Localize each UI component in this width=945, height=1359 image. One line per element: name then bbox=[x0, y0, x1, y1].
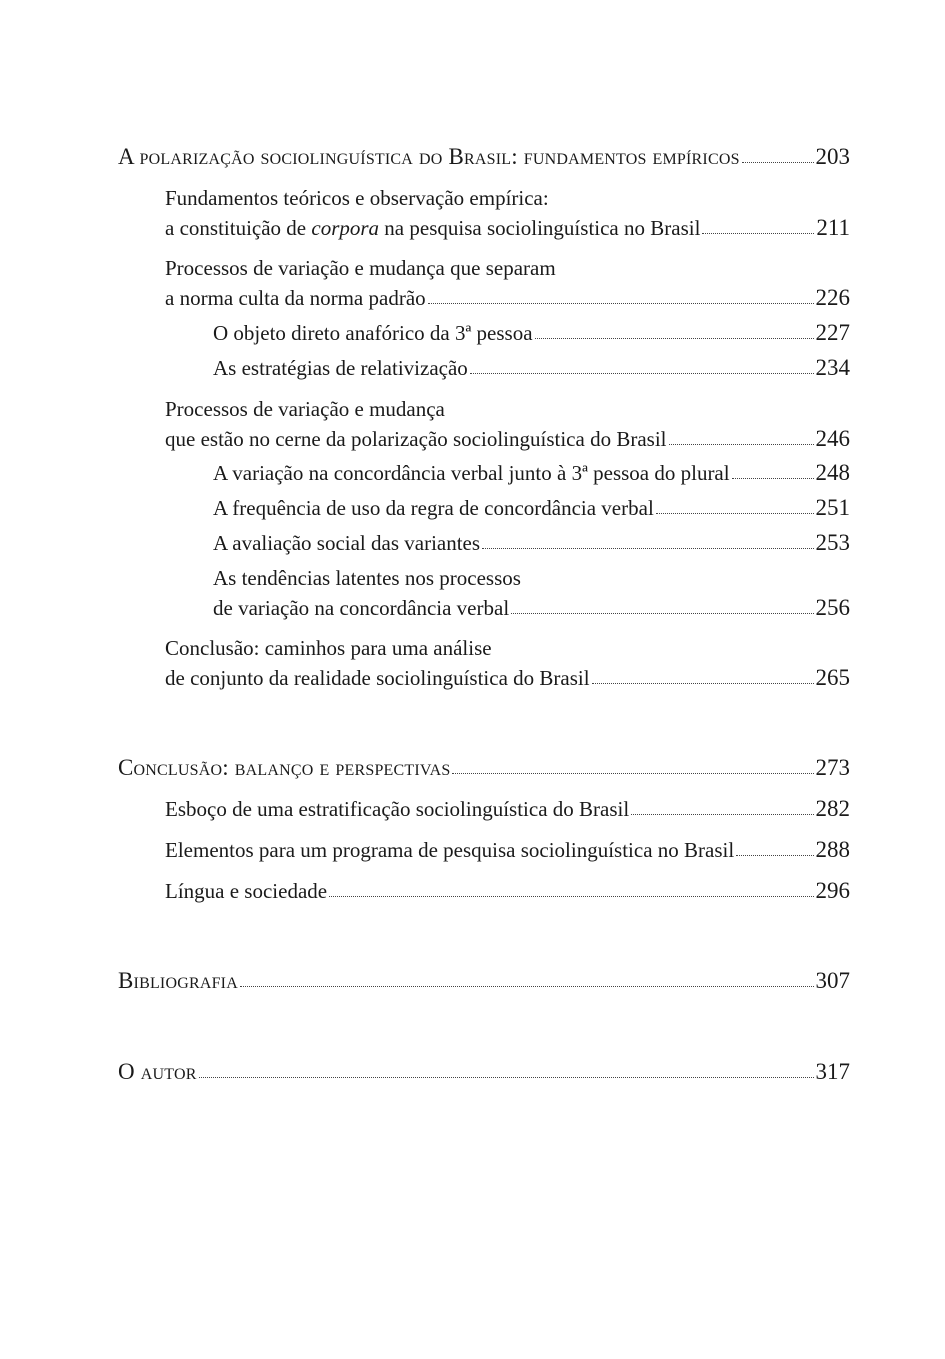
dot-leader bbox=[669, 443, 814, 445]
toc-page-number: 282 bbox=[815, 796, 850, 821]
toc-item-conclusao-caminhos bbox=[165, 633, 850, 693]
toc-page-number: 203 bbox=[815, 144, 850, 169]
dot-leader bbox=[736, 854, 813, 856]
toc-item-frequencia bbox=[213, 493, 850, 523]
dot-leader bbox=[742, 161, 814, 163]
dot-leader bbox=[656, 512, 814, 514]
toc-page-number: 307 bbox=[815, 968, 850, 993]
toc-item-concordancia-3pp bbox=[213, 458, 850, 488]
toc-label: Língua e sociedade bbox=[165, 879, 328, 903]
toc-item-objeto-direto bbox=[213, 318, 850, 348]
toc-label-line1: As tendências latentes nos processos bbox=[213, 566, 521, 590]
toc-label-line2-pre: a constituição de bbox=[165, 216, 312, 240]
toc-label: Bibliografia bbox=[118, 968, 238, 993]
toc-part-polarizacao bbox=[118, 142, 850, 172]
toc-part-conclusao bbox=[118, 753, 850, 783]
toc-label-line2: de variação na concordância verbal bbox=[213, 596, 510, 620]
dot-leader bbox=[199, 1076, 814, 1078]
toc-part-autor bbox=[118, 1057, 850, 1087]
toc-item-relativizacao bbox=[213, 353, 850, 383]
toc-label: As estratégias de relativização bbox=[213, 356, 468, 380]
toc-page-number: 211 bbox=[816, 215, 850, 240]
toc-page-number: 253 bbox=[815, 530, 850, 555]
toc-label-line2: a norma culta da norma padrão bbox=[165, 286, 426, 310]
toc-page-number: 227 bbox=[815, 320, 850, 345]
toc-page-number: 248 bbox=[815, 460, 850, 485]
toc-label-emphasis: corpora bbox=[311, 216, 380, 240]
toc-label: A variação na concordância verbal junto à 3ª pessoa do plural bbox=[213, 461, 730, 485]
toc-page-number: 288 bbox=[815, 837, 850, 862]
toc-item-lingua bbox=[165, 876, 850, 906]
toc-label: A frequência de uso da regra de concordância verbal bbox=[213, 496, 654, 520]
toc-item-processos-separam bbox=[165, 253, 850, 313]
toc-item-tendencias bbox=[213, 563, 850, 623]
dot-leader bbox=[240, 985, 814, 987]
toc-item-avaliacao bbox=[213, 528, 850, 558]
toc-page-number: 234 bbox=[815, 355, 850, 380]
dot-leader bbox=[592, 682, 814, 684]
toc-label: Conclusão: balanço e perspectivas bbox=[118, 755, 451, 780]
dot-leader bbox=[732, 477, 814, 479]
toc-label-line2-post: na pesquisa sociolinguística no Brasil bbox=[379, 216, 701, 240]
toc-label: Elementos para um programa de pesquisa sociolinguística no Brasil bbox=[165, 838, 735, 862]
toc-label-line2: de conjunto da realidade sociolinguística do Brasil bbox=[165, 666, 590, 690]
toc-label: Esboço de uma estratificação sociolinguística do Brasil bbox=[165, 797, 630, 821]
toc-label-line2: que estão no cerne da polarização sociolinguística do Brasil bbox=[165, 427, 667, 451]
dot-leader bbox=[511, 612, 813, 614]
toc-label: O objeto direto anafórico da 3ª pessoa bbox=[213, 321, 533, 345]
toc-item-fundamentos bbox=[165, 183, 850, 243]
toc-page-number: 296 bbox=[815, 878, 850, 903]
toc-item-esboco bbox=[165, 794, 850, 824]
toc-label: A polarização sociolinguística do Brasil: fundamentos empíricos bbox=[118, 144, 740, 169]
dot-leader bbox=[428, 302, 814, 304]
dot-leader bbox=[482, 547, 813, 549]
toc-label-line1: Conclusão: caminhos para uma análise bbox=[165, 636, 492, 660]
toc-page-number: 256 bbox=[815, 595, 850, 620]
toc-page-number: 265 bbox=[815, 665, 850, 690]
dot-leader bbox=[702, 232, 814, 234]
toc-label: O autor bbox=[118, 1059, 197, 1084]
toc-page-number: 251 bbox=[815, 495, 850, 520]
toc-page-number: 246 bbox=[815, 426, 850, 451]
toc-label-line1: Processos de variação e mudança bbox=[165, 397, 445, 421]
toc-page-number: 317 bbox=[815, 1059, 850, 1084]
dot-leader bbox=[535, 337, 814, 339]
toc-page-number: 273 bbox=[815, 755, 850, 780]
dot-leader bbox=[452, 772, 813, 774]
dot-leader bbox=[631, 813, 813, 815]
dot-leader bbox=[329, 895, 813, 897]
toc-label-line2 bbox=[165, 213, 700, 243]
toc-part-bibliografia bbox=[118, 966, 850, 996]
toc-item-elementos bbox=[165, 835, 850, 865]
toc-label: A avaliação social das variantes bbox=[213, 531, 481, 555]
toc-item-processos-cerne bbox=[165, 394, 850, 454]
toc-label-line1: Fundamentos teóricos e observação empírica: bbox=[165, 186, 549, 210]
toc-page-number: 226 bbox=[815, 285, 850, 310]
toc-label-line1: Processos de variação e mudança que separam bbox=[165, 256, 556, 280]
dot-leader bbox=[470, 372, 814, 374]
